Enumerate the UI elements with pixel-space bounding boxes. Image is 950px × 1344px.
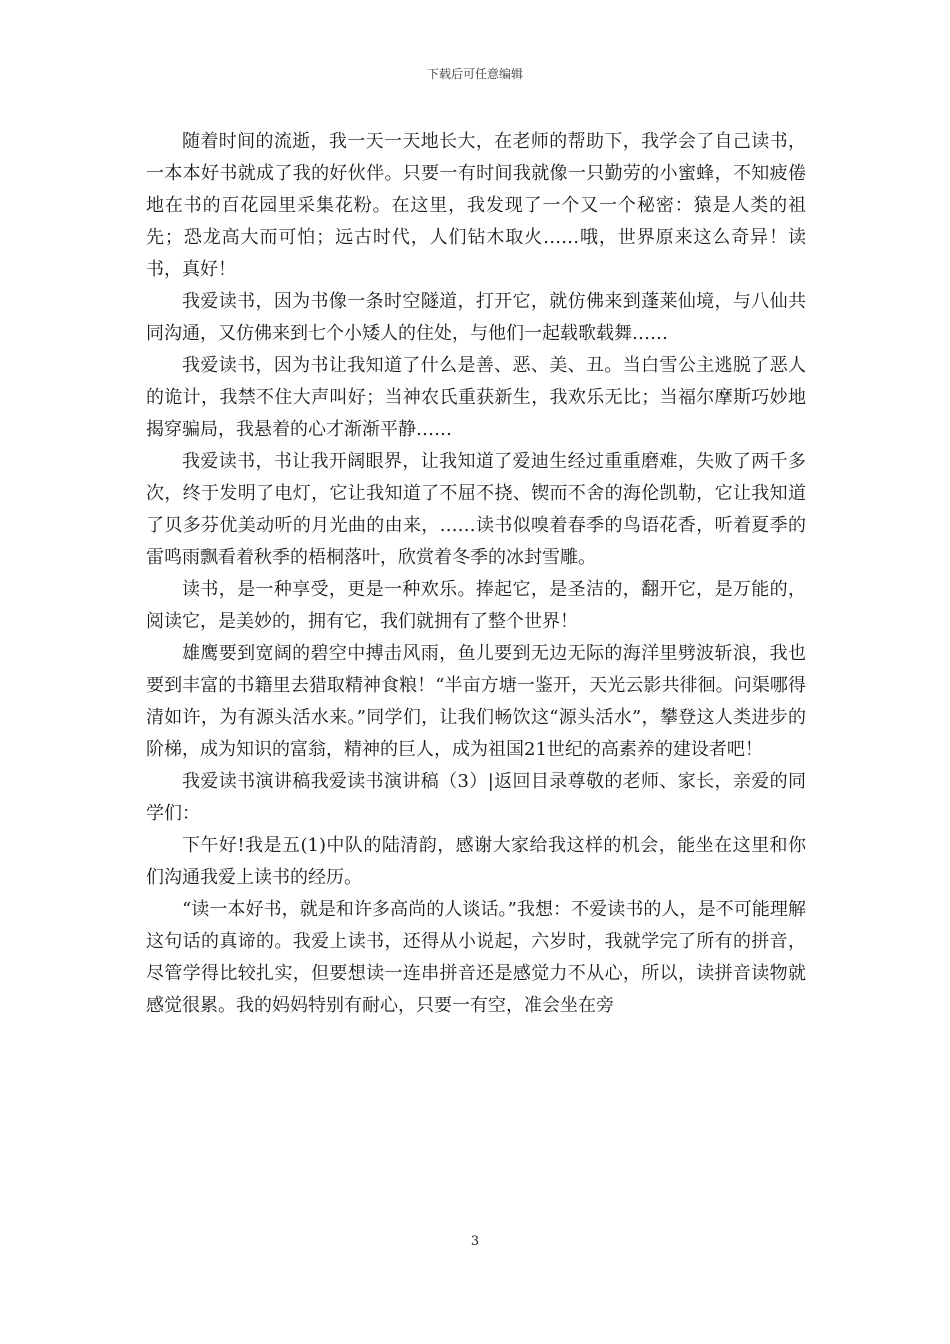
document-body (146, 126, 806, 1022)
page-header: 下载后可任意编辑 (426, 67, 523, 81)
paragraph: 下午好!我是五(1)中队的陆清韵，感谢大家给我这样的机会，能坐在这里和你们沟通我爱上读书的经历。 (146, 835, 806, 888)
paragraph: 我爱读书，书让我开阔眼界，让我知道了爱迪生经过重重磨难，失败了两千多次，终于发明了电灯，它让我知道了不屈不挠、锲而不舍的海伦凯勒，它让我知道了贝多芬优美动听的月光曲的由来，……读书似嗅着春季的鸟语花香，听着夏季的雷鸣雨飘看着秋季的梧桐落叶，欣赏着冬季的冰封雪雕。 (146, 451, 806, 568)
paragraph: 我爱读书，因为书像一条时空隧道，打开它，就仿佛来到蓬莱仙境，与八仙共同沟通，又仿佛来到七个小矮人的住处，与他们一起载歌载舞…… (146, 291, 806, 344)
paragraph: 我爱读书演讲稿我爱读书演讲稿（3）|返回目录尊敬的老师、家长，亲爱的同学们： (146, 771, 806, 824)
paragraph: 雄鹰要到宽阔的碧空中搏击风雨，鱼儿要到无边无际的海洋里劈波斩浪，我也要到丰富的书籍里去猎取精神食粮！“半亩方塘一鉴开，天光云影共徘徊。问渠哪得清如许，为有源头活水来。”同学们，让我们畅饮这“源头活水”，攀登这人类进步的阶梯，成为知识的富翁，精神的巨人，成为祖国21世纪的高素养的建设者吧！ (146, 643, 806, 760)
paragraph: 读书，是一种享受，更是一种欢乐。捧起它，是圣洁的，翻开它，是万能的，阅读它，是美妙的，拥有它，我们就拥有了整个世界！ (146, 579, 806, 632)
paragraph: 随着时间的流逝，我一天一天地长大，在老师的帮助下，我学会了自己读书，一本本好书就成了我的好伙伴。只要一有时间我就像一只勤劳的小蜜蜂，不知疲倦地在书的百花园里采集花粉。在这里，我发现了一个又一个秘密：猿是人类的祖先；恐龙高大而可怕；远古时代，人们钻木取火……哦，世界原来这么奇异！读书，真好！ (146, 131, 806, 280)
paragraph: 我爱读书，因为书让我知道了什么是善、恶、美、丑。当白雪公主逃脱了恶人的诡计，我禁不住大声叫好；当神农氏重获新生，我欢乐无比；当福尔摩斯巧妙地揭穿骗局，我悬着的心才渐渐平静…… (146, 355, 806, 440)
paragraph: “读一本好书，就是和许多高尚的人谈话。”我想：不爱读书的人，是不可能理解这句话的真谛的。我爱上读书，还得从小说起，六岁时，我就学完了所有的拼音，尽管学得比较扎实，但要想读一连串拼音还是感觉力不从心，所以，读拼音读物就感觉很累。我的妈妈特别有耐心，只要一有空，准会坐在旁 (146, 899, 806, 1016)
page-number: 3 (470, 1234, 480, 1249)
